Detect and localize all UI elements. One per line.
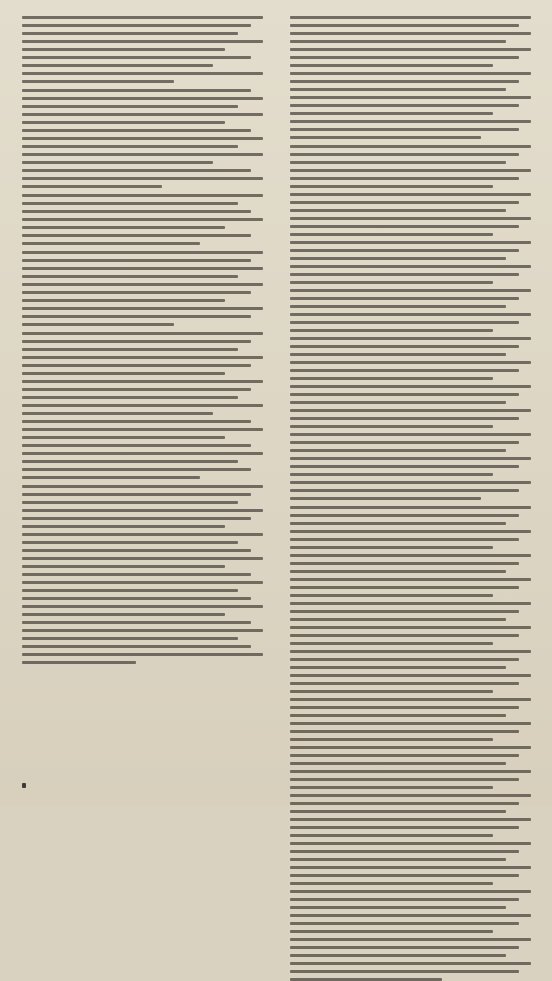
article-paragraph — [22, 251, 276, 326]
article-paragraph — [22, 16, 276, 83]
text-line — [290, 602, 531, 605]
text-line — [22, 283, 263, 286]
text-line — [290, 538, 519, 541]
text-line — [290, 193, 531, 196]
article-column-left — [22, 10, 276, 790]
text-line — [22, 645, 251, 648]
text-line — [290, 666, 506, 669]
text-line — [22, 307, 263, 310]
text-line — [22, 234, 251, 237]
text-line — [290, 249, 519, 252]
text-line — [290, 201, 519, 204]
text-line — [22, 185, 162, 188]
article-paragraph — [22, 485, 276, 664]
text-line — [22, 476, 200, 479]
text-line — [290, 321, 519, 324]
text-line — [290, 554, 531, 557]
text-line — [22, 436, 225, 439]
text-line — [290, 88, 506, 91]
text-line — [290, 209, 506, 212]
text-line — [290, 64, 493, 67]
text-line — [22, 129, 251, 132]
text-line — [290, 233, 493, 236]
text-line — [290, 922, 519, 925]
text-line — [290, 305, 506, 308]
text-line — [290, 425, 493, 428]
text-line — [290, 562, 519, 565]
text-line — [22, 169, 251, 172]
text-line — [290, 706, 519, 709]
text-line — [290, 890, 531, 893]
text-line — [290, 24, 519, 27]
text-line — [22, 460, 238, 463]
text-line — [22, 637, 238, 640]
text-line — [290, 32, 531, 35]
text-line — [22, 291, 251, 294]
text-line — [290, 136, 481, 139]
text-line — [290, 401, 506, 404]
text-line — [22, 605, 263, 608]
text-line — [290, 48, 531, 51]
text-line — [290, 898, 519, 901]
text-line — [22, 589, 238, 592]
text-line — [290, 874, 519, 877]
text-line — [22, 299, 225, 302]
text-line — [290, 906, 506, 909]
article-paragraph — [22, 332, 276, 479]
text-line — [22, 218, 263, 221]
text-line — [22, 485, 263, 488]
text-line — [290, 802, 519, 805]
text-line — [22, 194, 263, 197]
text-line — [290, 786, 493, 789]
text-line — [290, 329, 493, 332]
text-line — [22, 348, 238, 351]
text-line — [290, 770, 531, 773]
text-line — [290, 361, 531, 364]
text-line — [22, 72, 263, 75]
text-line — [22, 332, 263, 335]
text-line — [290, 698, 531, 701]
text-line — [22, 581, 263, 584]
text-line — [290, 658, 519, 661]
text-line — [22, 242, 200, 245]
text-line — [290, 522, 506, 525]
text-line — [290, 337, 531, 340]
text-line — [22, 549, 251, 552]
text-line — [290, 642, 493, 645]
text-line — [22, 364, 251, 367]
text-line — [22, 340, 251, 343]
text-line — [290, 546, 493, 549]
text-line — [290, 834, 493, 837]
text-line — [22, 412, 213, 415]
text-line — [290, 169, 531, 172]
text-line — [290, 594, 493, 597]
text-line — [22, 64, 213, 67]
text-line — [290, 914, 531, 917]
text-line — [290, 866, 531, 869]
text-line — [290, 257, 506, 260]
text-line — [290, 570, 506, 573]
text-line — [22, 275, 238, 278]
text-line — [22, 509, 263, 512]
text-line — [22, 557, 263, 560]
text-line — [290, 128, 519, 131]
text-line — [22, 541, 238, 544]
text-line — [22, 210, 251, 213]
text-line — [290, 578, 531, 581]
article-paragraph — [22, 89, 276, 188]
text-line — [22, 32, 238, 35]
text-line — [290, 850, 519, 853]
text-line — [290, 722, 531, 725]
article-paragraph — [290, 506, 544, 981]
text-line — [290, 72, 531, 75]
text-line — [290, 930, 493, 933]
text-line — [22, 177, 263, 180]
page-number-mark — [22, 783, 26, 788]
text-line — [290, 40, 506, 43]
text-line — [290, 746, 531, 749]
text-line — [22, 356, 263, 359]
text-line — [22, 145, 238, 148]
text-line — [22, 629, 263, 632]
text-line — [290, 281, 493, 284]
text-line — [290, 946, 519, 949]
text-line — [290, 650, 531, 653]
text-line — [290, 241, 531, 244]
text-line — [290, 104, 519, 107]
text-line — [22, 315, 251, 318]
text-line — [22, 105, 238, 108]
text-line — [22, 24, 251, 27]
text-line — [22, 517, 251, 520]
text-line — [290, 385, 531, 388]
text-line — [22, 388, 251, 391]
text-line — [290, 297, 519, 300]
text-line — [290, 465, 519, 468]
text-line — [22, 56, 251, 59]
text-line — [22, 259, 251, 262]
text-line — [22, 40, 263, 43]
text-line — [22, 533, 263, 536]
text-line — [290, 353, 506, 356]
text-line — [290, 882, 493, 885]
text-line — [22, 444, 251, 447]
text-line — [22, 161, 213, 164]
text-line — [290, 145, 531, 148]
text-line — [290, 938, 531, 941]
text-line — [22, 468, 251, 471]
text-line — [290, 714, 506, 717]
text-line — [290, 417, 519, 420]
text-line — [22, 113, 263, 116]
text-line — [290, 497, 481, 500]
text-line — [290, 80, 519, 83]
text-line — [290, 313, 531, 316]
text-line — [290, 842, 531, 845]
text-line — [290, 506, 531, 509]
text-line — [290, 273, 519, 276]
text-line — [22, 97, 263, 100]
text-line — [290, 409, 531, 412]
text-line — [22, 452, 263, 455]
article-paragraph — [290, 16, 544, 139]
text-line — [22, 226, 225, 229]
text-line — [290, 473, 493, 476]
text-line — [290, 762, 506, 765]
text-line — [290, 954, 506, 957]
text-line — [22, 16, 263, 19]
text-line — [290, 120, 531, 123]
text-line — [290, 153, 519, 156]
article-paragraph — [290, 145, 544, 500]
text-line — [22, 396, 238, 399]
text-line — [290, 530, 531, 533]
text-line — [290, 177, 519, 180]
text-line — [22, 48, 225, 51]
text-line — [290, 626, 531, 629]
text-line — [290, 682, 519, 685]
text-line — [290, 674, 531, 677]
text-line — [22, 661, 136, 664]
text-line — [290, 185, 493, 188]
text-line — [290, 858, 506, 861]
text-line — [290, 810, 506, 813]
text-line — [22, 420, 251, 423]
text-line — [290, 489, 519, 492]
text-line — [22, 372, 225, 375]
text-line — [290, 369, 519, 372]
text-line — [290, 377, 493, 380]
text-line — [290, 457, 531, 460]
text-line — [22, 501, 238, 504]
text-line — [290, 514, 519, 517]
text-line — [290, 634, 519, 637]
text-line — [290, 161, 506, 164]
text-line — [22, 80, 174, 83]
text-line — [22, 89, 251, 92]
text-line — [22, 428, 263, 431]
text-line — [22, 653, 263, 656]
text-line — [290, 217, 531, 220]
text-line — [290, 778, 519, 781]
text-line — [290, 586, 519, 589]
text-line — [290, 441, 519, 444]
text-line — [22, 267, 263, 270]
text-line — [290, 225, 519, 228]
text-line — [290, 754, 519, 757]
text-line — [290, 393, 519, 396]
text-line — [290, 818, 531, 821]
text-line — [290, 481, 531, 484]
article-paragraph — [22, 194, 276, 245]
text-line — [22, 597, 251, 600]
article-columns — [22, 10, 544, 790]
text-line — [290, 738, 493, 741]
text-line — [22, 251, 263, 254]
text-line — [290, 610, 519, 613]
text-line — [290, 265, 531, 268]
text-line — [290, 345, 519, 348]
text-line — [290, 794, 531, 797]
text-line — [22, 380, 263, 383]
text-line — [290, 112, 493, 115]
text-line — [290, 970, 519, 973]
text-line — [290, 289, 531, 292]
text-line — [22, 525, 225, 528]
text-line — [22, 121, 225, 124]
text-line — [290, 690, 493, 693]
text-line — [22, 565, 225, 568]
text-line — [290, 56, 519, 59]
text-line — [290, 96, 531, 99]
text-line — [290, 618, 506, 621]
text-line — [22, 323, 174, 326]
text-line — [22, 573, 251, 576]
text-line — [290, 16, 531, 19]
text-line — [22, 621, 251, 624]
text-line — [22, 493, 251, 496]
text-line — [290, 433, 531, 436]
text-line — [290, 449, 506, 452]
text-line — [290, 730, 519, 733]
text-line — [22, 202, 238, 205]
text-line — [290, 826, 519, 829]
text-line — [22, 137, 263, 140]
text-line — [290, 962, 531, 965]
text-line — [22, 153, 263, 156]
article-column-right — [290, 10, 544, 790]
text-line — [22, 613, 225, 616]
text-line — [22, 404, 263, 407]
